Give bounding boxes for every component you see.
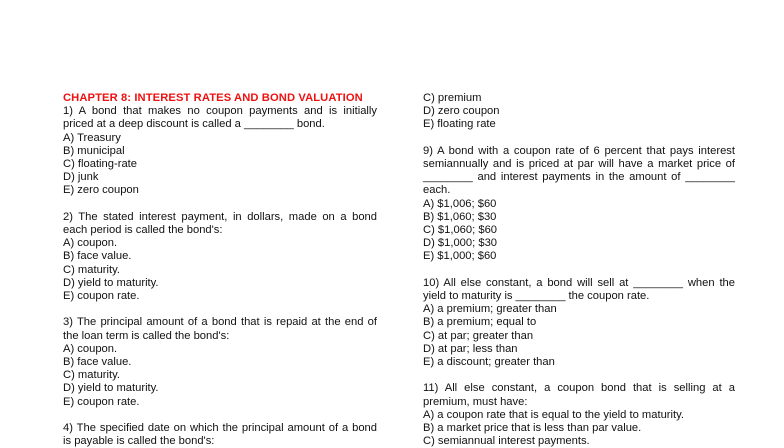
question-9 [423, 145, 735, 264]
question-text: 9) A bond with a coupon rate of 6 percent that pays interest semiannually and is priced at par will have a market price of ________ and interest payments in the amount of ________ each. [423, 144, 735, 197]
answer-option: E) coupon rate. [63, 395, 140, 408]
chapter-title: CHAPTER 8: INTEREST RATES AND BOND VALUATION [63, 92, 363, 104]
right-column [423, 92, 735, 448]
question-11 [423, 382, 735, 448]
answer-option: C) $1,060; $60 [423, 224, 498, 237]
spacer [63, 303, 377, 316]
answer-option: A) $1,006; $60 [423, 197, 497, 210]
answer-option: A) a coupon rate that is equal to the yield to maturity. [423, 408, 684, 421]
answer-option: B) a premium; equal to [423, 316, 537, 329]
answer-option: B) a market price that is less than par value. [423, 422, 642, 435]
question-text: 2) The stated interest payment, in dollars, made on a bond each period is called the bond's: [63, 210, 377, 237]
question-text: 3) The principal amount of a bond that is repaid at the end of the loan term is called the bond's: [63, 316, 377, 342]
question-1 [63, 105, 377, 197]
answer-option: B) face value. [63, 356, 132, 369]
question-3 [63, 316, 377, 408]
question-10 [423, 277, 735, 369]
spacer [63, 409, 377, 422]
answer-option: C) floating-rate [63, 158, 137, 171]
answer-option: D) zero coupon [423, 105, 500, 118]
spacer [423, 264, 735, 277]
answer-option: E) $1,000; $60 [423, 250, 497, 263]
answer-option: D) junk [63, 171, 99, 184]
answer-option: D) yield to maturity. [63, 382, 159, 395]
left-column [63, 92, 377, 448]
answer-option: E) coupon rate. [63, 290, 140, 303]
answer-option: C) semiannual interest payments. [423, 435, 590, 448]
question-text: 10) All else constant, a bond will sell at ________ when the yield to maturity is ________ the coupon rate. [423, 276, 735, 303]
question-8-continued [423, 92, 735, 132]
spacer [63, 198, 377, 211]
answer-option: D) at par; less than [423, 342, 518, 355]
answer-option: D) $1,000; $30 [423, 237, 498, 250]
answer-option: B) face value. [63, 250, 132, 263]
answer-option: C) at par; greater than [423, 329, 534, 342]
answer-option: E) floating rate [423, 118, 496, 131]
answer-option: C) premium [423, 92, 482, 104]
question-text: 4) The specified date on which the principal amount of a bond is payable is called the bond's: [63, 422, 377, 448]
spacer [423, 132, 735, 145]
answer-option: A) coupon. [63, 342, 118, 355]
answer-option: C) maturity. [63, 369, 120, 382]
answer-option: B) municipal [63, 144, 125, 157]
question-text: 1) A bond that makes no coupon payments and is initially priced at a deep discount is called a ________ bond. [63, 105, 377, 131]
spacer [423, 369, 735, 382]
answer-option: B) $1,060; $30 [423, 210, 497, 223]
answer-option: E) a discount; greater than [423, 356, 555, 369]
answer-option: A) coupon. [63, 237, 118, 250]
answer-option: A) Treasury [63, 131, 121, 144]
question-4 [63, 422, 377, 448]
question-2 [63, 211, 377, 303]
answer-option: C) maturity. [63, 263, 120, 276]
question-text: 11) All else constant, a coupon bond that is selling at a premium, must have: [423, 382, 735, 408]
answer-option: D) yield to maturity. [63, 276, 159, 289]
answer-option: E) zero coupon [63, 184, 139, 197]
answer-option: A) a premium; greater than [423, 303, 557, 316]
